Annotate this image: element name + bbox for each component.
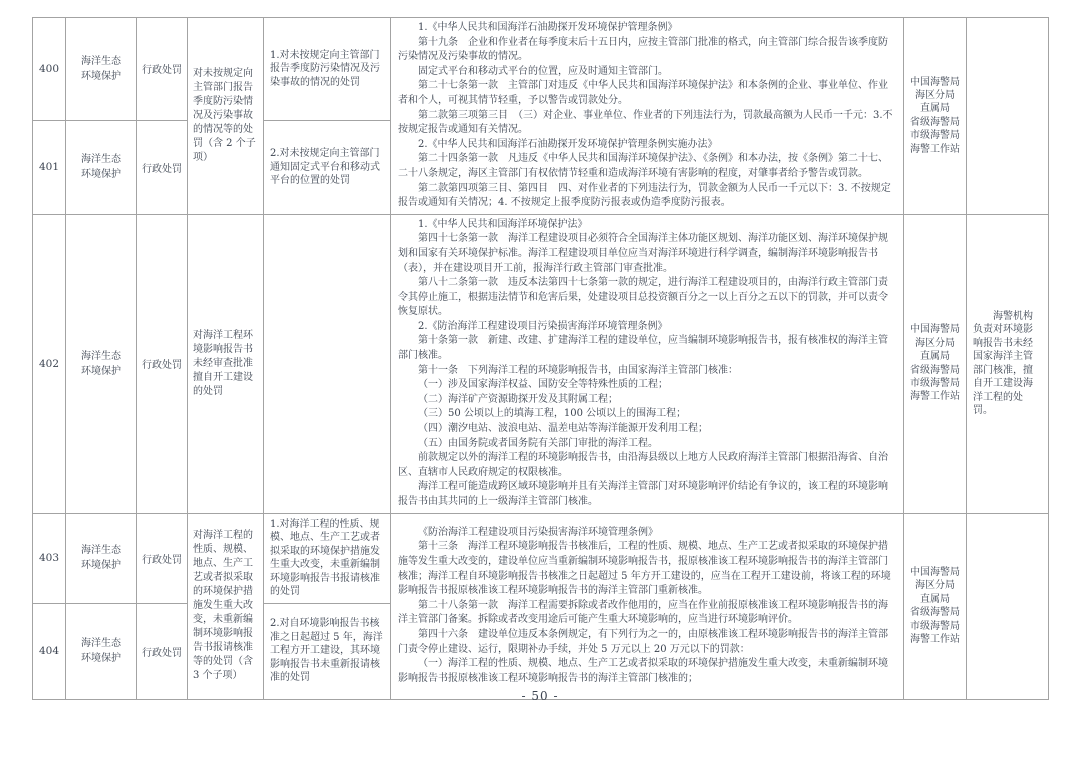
- legal-paragraph: 2.《中华人民共和国海洋石油勘探开发环境保护管理条例实施办法》: [418, 138, 718, 150]
- subitem-cell-400: 1.对未按规定向主管部门报告季度防污染情况及污染事故的情况的处罚: [264, 18, 391, 121]
- remarks-cell: [967, 18, 1049, 215]
- category-text: 海洋生态环境保护: [81, 55, 121, 82]
- category-cell: [66, 120, 137, 214]
- category-cell: [66, 18, 137, 121]
- legal-basis-cell: [391, 214, 904, 513]
- category-text: 海洋生态环境保护: [81, 638, 121, 665]
- legal-paragraph: 第八十二条第一款 违反本法第四十七条第一款的规定，进行海洋工程建设项目的，由海洋行政主管部门责令其停止施工，根据违法情节和危害后果，处建设项目总投资额百分之一以上百分之五以下的罚款，并可以责令恢复原状。: [398, 277, 888, 318]
- legal-paragraph: （一）涉及国家海洋权益、国防安全等特殊性质的工程；: [418, 379, 668, 391]
- authority-line: 市级海警局: [910, 130, 960, 142]
- penalty-type-cell: 行政处罚: [137, 214, 188, 513]
- legal-paragraph: 固定式平台和移动式平台的位置，应及时通知主管部门。: [418, 65, 668, 77]
- legal-paragraph: 第四十七条第一款 海洋工程建设项目必须符合全国海洋主体功能区规划、海洋功能区划、海洋环境保护规划和国家有关环境保护标准。海洋工程建设项目单位应当对海洋环境进行科学调查，编制海洋环境影响报告书（表），并在建设项目开工前，报海洋行政主管部门审查批准。: [398, 233, 888, 274]
- remarks-cell: [967, 214, 1049, 513]
- category-text: 海洋生态环境保护: [81, 350, 121, 377]
- item-description-cell: 对海洋工程的性质、规模、地点、生产工艺或者拟采取的环境保护措施发生重大改变，未重新编制环境影响报告书报请核准等的处罚（含 3 个子项）: [188, 513, 264, 699]
- table-row: [33, 214, 1049, 513]
- penalty-type-cell: 行政处罚: [137, 603, 188, 699]
- subitem-cell-401: 2.对未按规定向主管部门通知固定式平台和移动式平台的位置的处罚: [264, 120, 391, 214]
- authority-line: 中国海警局: [910, 324, 960, 336]
- authority-line: 海区分局: [915, 90, 955, 102]
- category-cell: [66, 603, 137, 699]
- legal-paragraph: 第二款第四项第三目、第四目 四、对作业者的下列违法行为，罚款金额为人民币一千元以下：3. 不按规定报告或通知有关情况；4. 不按规定上报季度防污报表或伪造季度防污报表。: [398, 182, 891, 209]
- legal-paragraph: 第四十六条 建设单位违反本条例规定，有下列行为之一的，由原核准该工程环境影响报告书的海洋主管部门责令停止建设、运行，限期补办手续，并处 5 万元以上 20 万元以下的罚款：: [398, 628, 888, 655]
- legal-paragraph: 前款规定以外的海洋工程的环境影响报告书，由沿海县级以上地方人民政府海洋主管部门根据沿海省、自治区、直辖市人民政府规定的权限核准。: [398, 452, 888, 478]
- subitem-cell-402-empty: [264, 214, 391, 513]
- authority-cell: [904, 214, 967, 513]
- legal-paragraph: 第十一条 下列海洋工程的环境影响报告书，由国家海洋主管部门核准：: [418, 364, 738, 376]
- legal-paragraph: 第十九条 企业和作业者在每季度末后十五日内，应按主管部门批准的格式，向主管部门综合报告该季度防污染情况及污染事故的情况。: [398, 36, 888, 63]
- legal-paragraph: （五）由国务院或者国务院有关部门审批的海洋工程。: [418, 437, 658, 449]
- row-id-403: 403: [33, 513, 66, 603]
- penalty-type-cell: 行政处罚: [137, 18, 188, 121]
- authority-line: 省级海警局: [910, 607, 960, 619]
- legal-paragraph: 第二十八条第一款 海洋工程需要拆除或者改作他用的，应当在作业前报原核准该工程环境影响报告书的海洋主管部门备案。拆除或者改变用途后可能产生重大环境影响的，应当进行环境影响评价。: [398, 599, 888, 626]
- legal-paragraph: （四）潮汐电站、波浪电站、温差电站等海洋能源开发利用工程；: [418, 423, 708, 435]
- legal-paragraph: 海洋工程可能造成跨区域环境影响并且有关海洋主管部门对环境影响评价结论有争议的，该工程的环境影响报告书由其共同的上一级海洋主管部门核准。: [398, 481, 888, 507]
- row-id-400: 400: [33, 18, 66, 121]
- penalty-type-cell: 行政处罚: [137, 513, 188, 603]
- legal-paragraph: （二）海洋矿产资源勘探开发及其附属工程；: [418, 393, 618, 405]
- authority-cell: [904, 18, 967, 215]
- authority-line: 直属局: [920, 351, 950, 363]
- legal-basis-cell: [391, 18, 904, 215]
- penalty-items-table: [32, 17, 1049, 700]
- authority-line: 省级海警局: [910, 364, 960, 376]
- authority-line: 海警工作站: [910, 143, 960, 155]
- legal-paragraph: （三）50 公顷以上的填海工程，100 公顷以上的围海工程；: [418, 408, 687, 420]
- legal-basis-cell: [391, 513, 904, 699]
- legal-paragraph: 第二十四条第一款 凡违反《中华人民共和国海洋环境保护法》、《条例》和本办法，按《条例》第二十七、二十八条规定，海区主管部门有权依情节轻重和造成海洋环境有害影响的程度，对肇事者给予警告或罚款。: [398, 153, 888, 179]
- table-row: [33, 18, 1049, 121]
- authority-line: 直属局: [920, 593, 950, 605]
- row-id-401: 401: [33, 120, 66, 214]
- legal-paragraph: 第二款第三项第三目 （三）对企业、事业单位、作业者的下列违法行为，罚款最高额为人民币一千元：3.不按规定报告或通知有关情况。: [398, 109, 893, 136]
- row-id-402: 402: [33, 214, 66, 513]
- legal-paragraph: 1.《中华人民共和国海洋环境保护法》: [418, 218, 588, 230]
- category-text: 海洋生态环境保护: [81, 545, 121, 572]
- subitem-cell-404: 2.对自环境影响报告书核准之日起超过 5 年，海洋工程方开工建设，其环境影响报告书未重新报请核准的处罚: [264, 603, 391, 699]
- document-page: [32, 17, 1049, 700]
- authority-line: 市级海警局: [910, 378, 960, 390]
- subitem-cell-403: 1.对海洋工程的性质、规模、地点、生产工艺或者拟采取的环境保护措施发生重大改变，未重新编制环境影响报告书报请核准的处罚: [264, 513, 391, 603]
- category-cell: [66, 513, 137, 603]
- authority-line: 海区分局: [915, 580, 955, 592]
- authority-line: 省级海警局: [910, 116, 960, 128]
- authority-line: 中国海警局: [910, 566, 960, 578]
- legal-paragraph: 1.《中华人民共和国海洋石油勘探开发环境保护管理条例》: [418, 22, 678, 33]
- legal-paragraph: 第二十七条第一款 主管部门对违反《中华人民共和国海洋环境保护法》和本条例的企业、事业单位、作业者和个人，可视其情节轻重，予以警告或罚款处分。: [398, 80, 888, 106]
- category-text: 海洋生态环境保护: [81, 154, 121, 181]
- authority-line: 中国海警局: [910, 76, 960, 88]
- remark-text: 海警机构负责对环境影响报告书未经国家海洋主管部门核准，擅自开工建设海洋工程的处罚。: [973, 310, 1033, 417]
- category-cell: [66, 214, 137, 513]
- authority-line: 市级海警局: [910, 620, 960, 632]
- authority-line: 海区分局: [915, 337, 955, 349]
- legal-paragraph: 2.《防治海洋工程建设项目污染损害海洋环境管理条例》: [418, 320, 668, 332]
- remarks-cell: [967, 513, 1049, 699]
- penalty-type-cell: 行政处罚: [137, 120, 188, 214]
- item-description-cell: 对海洋工程环境影响报告书未经审查批准擅自开工建设的处罚: [188, 214, 264, 513]
- page-number: - 50 -: [521, 689, 559, 703]
- authority-cell: [904, 513, 967, 699]
- row-id-404: 404: [33, 603, 66, 699]
- legal-paragraph: （一）海洋工程的性质、规模、地点、生产工艺或者拟采取的环境保护措施发生重大改变，未重新编制环境影响报告书报原核准该工程环境影响报告书的海洋主管部门核准的；: [398, 658, 888, 684]
- legal-paragraph: 第十条第一款 新建、改建、扩建海洋工程的建设单位，应当编制环境影响报告书，报有核准权的海洋主管部门核准。: [398, 335, 888, 362]
- authority-line: 直属局: [920, 103, 950, 115]
- item-description-cell: 对未按规定向主管部门报告季度防污染情况及污染事故的情况等的处罚（含 2 个子项）: [188, 18, 264, 215]
- authority-line: 海警工作站: [910, 633, 960, 645]
- legal-paragraph: 第十三条 海洋工程环境影响报告书核准后，工程的性质、规模、地点、生产工艺或者拟采取的环境保护措施等发生重大改变的，建设单位应当重新编制环境影响报告书，报原核准该工程环境影响报告书的海洋主管部门核准；海洋工程自环境影响报告书核准之日起超过 5 年方开工建设的，应当在工程开工建设前，将该工程的环境影响报告书报原核准该工程环境影响报告书的海洋主管部门重新核准。: [398, 541, 891, 597]
- authority-line: 海警工作站: [910, 391, 960, 403]
- legal-paragraph: 《防治海洋工程建设项目污染损害海洋环境管理条例》: [418, 526, 658, 538]
- table-row: [33, 513, 1049, 603]
